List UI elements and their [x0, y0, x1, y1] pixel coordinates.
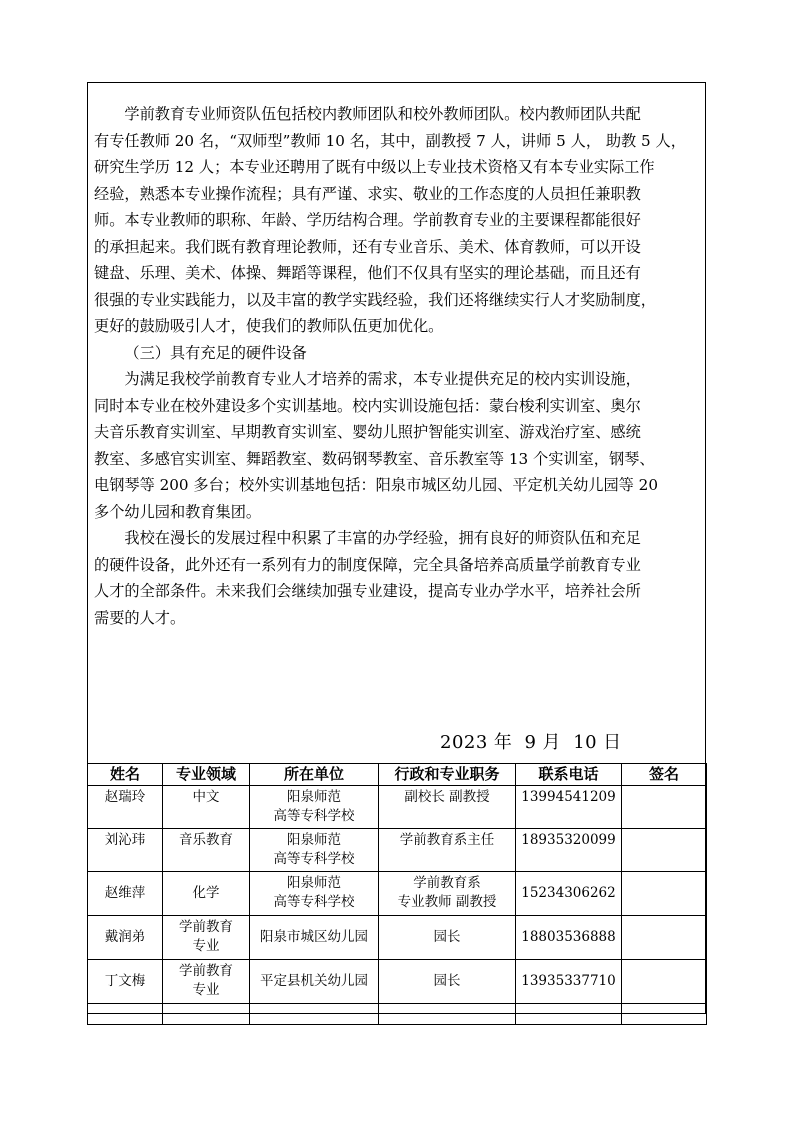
cell-unit: [250, 916, 379, 960]
header-name: 姓名: [88, 764, 163, 786]
cell-signature: [622, 829, 707, 872]
cell-text: 高等专科学校: [273, 851, 355, 867]
cell-field: [163, 786, 250, 829]
cell-position: [379, 829, 516, 872]
cell-text: 中文: [192, 789, 220, 805]
body-text: [94, 101, 706, 631]
date-year: 2023: [440, 732, 488, 753]
cell-name: 赵瑞玲: [88, 786, 163, 829]
cell-text: 专业: [192, 938, 220, 954]
cell-empty: [379, 1004, 516, 1025]
text-line: 教室、多感官实训室、舞蹈教室、数码钢琴教室、音乐教室等 13 个实训室，钢琴、: [94, 449, 655, 468]
date-month-unit: 月: [542, 732, 561, 753]
cell-text: 专业教师 副教授: [397, 894, 497, 910]
cell-signature: [622, 916, 707, 960]
date-month: 9: [524, 732, 537, 753]
text-line: 有专任教师 20 名，“双师型”教师 10 名，其中，副教授 7 人，讲师 5 人， 助教 5 人，: [94, 131, 686, 150]
cell-text: 高等专科学校: [273, 808, 355, 824]
cell-text: 平定县机关幼儿园: [260, 973, 368, 989]
text-line: 人才的全部条件。未来我们会继续加强专业建设，提高专业办学水平，培养社会所: [94, 582, 641, 600]
cell-unit: [250, 829, 379, 872]
text-line: 为满足我校学前教育专业人才培养的需求，本专业提供充足的校内实训设施，: [124, 370, 641, 388]
cell-phone: 13935337710: [516, 960, 622, 1004]
cell-text: 阳泉市城区幼儿园: [260, 929, 368, 945]
cell-empty: [516, 1004, 622, 1025]
cell-text: 化学: [192, 885, 220, 901]
cell-empty: [250, 1004, 379, 1025]
cell-phone: 15234306262: [516, 872, 622, 916]
cell-text: 学前教育系: [413, 875, 481, 891]
text-line: 很强的专业实践能力，以及丰富的教学实践经验，我们还将继续实行人才奖励制度，: [94, 290, 656, 309]
document-date: [440, 728, 628, 754]
table-row: [88, 786, 707, 829]
text-line: 多个幼儿园和教育集团。: [94, 502, 262, 521]
cell-name: 赵维萍: [88, 872, 163, 916]
table-header-row: [88, 764, 707, 786]
text-line: 需要的人才。: [94, 608, 186, 627]
cell-phone: 18803536888: [516, 916, 622, 960]
header-position: 行政和专业职务: [379, 764, 516, 786]
cell-text: 专业: [192, 982, 220, 998]
cell-unit: [250, 786, 379, 829]
cell-empty: [163, 1004, 250, 1025]
date-day-unit: 日: [603, 732, 622, 753]
members-table: [87, 763, 707, 1025]
table-row: [88, 960, 707, 1004]
text-line: 研究生学历 12 人；本专业还聘用了既有中级以上专业技术资格又有本专业实际工作: [94, 158, 655, 176]
cell-text: 副校长 副教授: [404, 789, 490, 805]
section-heading: （三）具有充足的硬件设备: [124, 343, 307, 362]
cell-text: 园长: [433, 929, 461, 945]
cell-signature: [622, 786, 707, 829]
cell-field: [163, 872, 250, 916]
cell-text: 音乐教育: [179, 832, 233, 848]
header-phone: 联系电话: [516, 764, 622, 786]
header-unit: 所在单位: [250, 764, 379, 786]
cell-position: [379, 786, 516, 829]
paragraph-hardware: [94, 366, 706, 525]
text-line: 更好的鼓励吸引人才，使我们的教师队伍更加优化。: [94, 317, 444, 335]
cell-empty: [622, 1004, 707, 1025]
cell-unit: [250, 872, 379, 916]
date-year-unit: 年: [493, 732, 513, 753]
cell-name: 丁文梅: [88, 960, 163, 1004]
cell-field: [163, 960, 250, 1004]
cell-text: 阳泉师范: [287, 789, 341, 805]
text-line: 经验，熟悉本专业操作流程；具有严谨、求实、敬业的工作态度的人员担任兼职教: [94, 184, 641, 203]
cell-text: 学前教育: [179, 919, 233, 935]
cell-signature: [622, 872, 707, 916]
header-signature: 签名: [622, 764, 707, 786]
cell-position: [379, 916, 516, 960]
table-row-empty: [88, 1004, 707, 1025]
text-line: 同时本专业在校外建设多个实训基地。校内实训设施包括：蒙台梭利实训室、奥尔: [94, 396, 641, 415]
cell-field: [163, 829, 250, 872]
text-line: 我校在漫长的发展过程中积累了丰富的办学经验，拥有良好的师资队伍和充足: [124, 529, 641, 547]
header-field: 专业领域: [163, 764, 250, 786]
date-day: 10: [573, 732, 598, 753]
cell-text: 园长: [433, 973, 461, 989]
text-line: 键盘、乐理、美术、体操、舞蹈等课程，他们不仅具有坚实的理论基础，而且还有: [94, 264, 641, 282]
cell-phone: 13994541209: [516, 786, 622, 829]
text-line: 夫音乐教育实训室、早期教育实训室、婴幼儿照护智能实训室、游戏治疗室、感统: [94, 423, 641, 441]
text-line: 电钢琴等 200 多台；校外实训基地包括：阳泉市城区幼儿园、平定机关幼儿园等 20: [94, 476, 658, 494]
cell-phone: 18935320099: [516, 829, 622, 872]
cell-field: [163, 916, 250, 960]
table-row: [88, 872, 707, 916]
cell-empty: [88, 1004, 163, 1025]
cell-position: [379, 872, 516, 916]
cell-name: 戴润弟: [88, 916, 163, 960]
paragraph-teaching-staff: [94, 101, 706, 340]
text-line: 的承担起来。我们既有教育理论教师，还有专业音乐、美术、体育教师，可以开设: [94, 237, 641, 256]
text-line: 学前教育专业师资队伍包括校内教师团队和校外教师团队。校内教师团队共配: [124, 105, 641, 123]
table-row: [88, 916, 707, 960]
cell-text: 阳泉师范: [287, 832, 341, 848]
cell-signature: [622, 960, 707, 1004]
paragraph-conclusion: [94, 525, 706, 631]
cell-unit: [250, 960, 379, 1004]
cell-name: 刘沁玮: [88, 829, 163, 872]
text-line: 的硬件设备，此外还有一系列有力的制度保障，完全具备培养高质量学前教育专业: [94, 555, 641, 574]
cell-position: [379, 960, 516, 1004]
cell-text: 学前教育系主任: [399, 832, 495, 848]
cell-text: 学前教育: [179, 963, 233, 979]
text-line: 师。本专业教师的职称、年龄、学历结构合理。学前教育专业的主要课程都能很好: [94, 211, 641, 229]
cell-text: 高等专科学校: [273, 894, 355, 910]
table-row: [88, 829, 707, 872]
cell-text: 阳泉师范: [287, 875, 341, 891]
